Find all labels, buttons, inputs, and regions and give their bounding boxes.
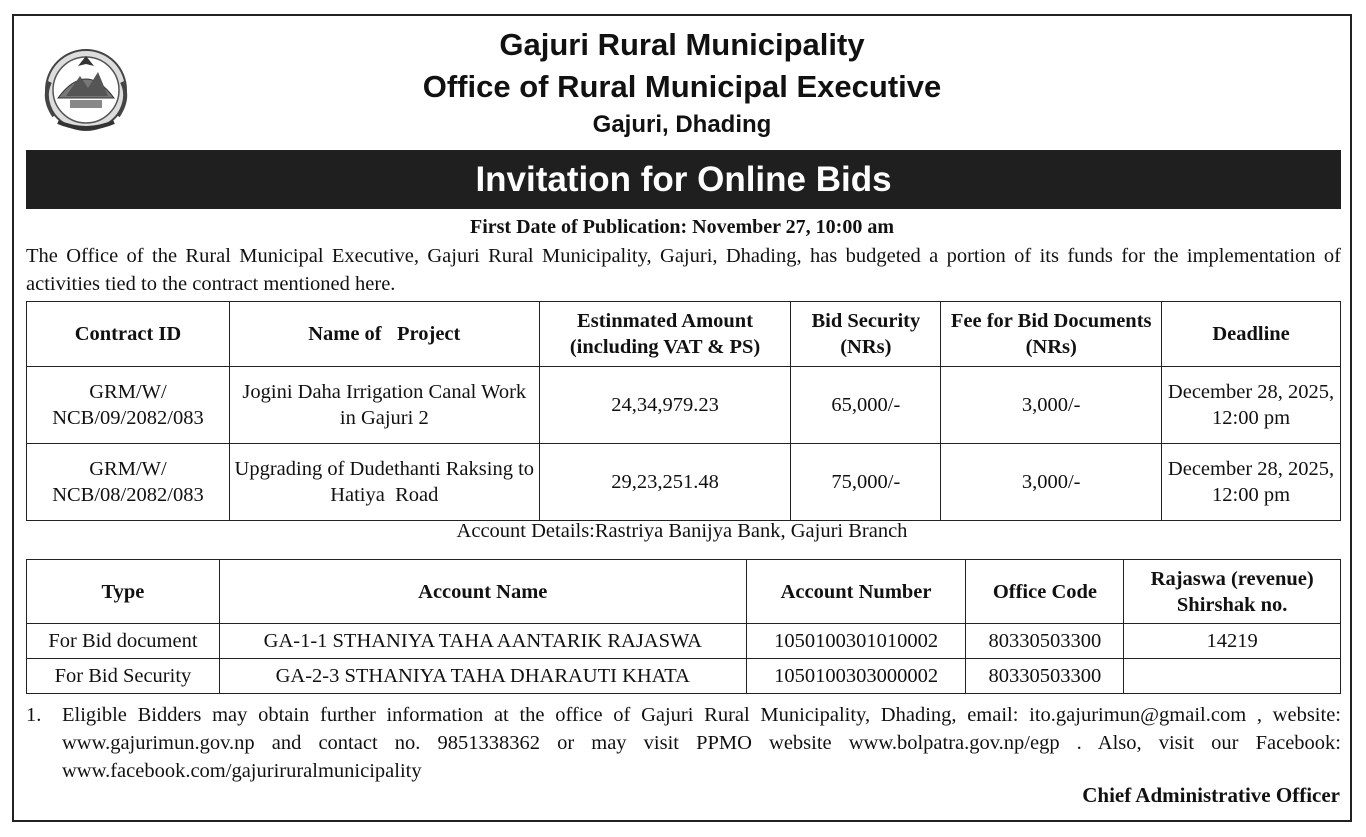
revenue-heading-number: 14219	[1124, 624, 1341, 659]
deadline: December 28, 2025, 12:00 pm	[1162, 444, 1341, 521]
notice-title-banner: Invitation for Online Bids	[26, 150, 1341, 209]
intro-paragraph: The Office of the Rural Municipal Executive, Gajuri Rural Municipality, Gajuri, Dhading, has budgeted a portion of its funds for the implementation of activities tied to the contract mentioned here.	[26, 245, 1341, 295]
column-header: Name of Project	[229, 302, 539, 367]
notice-page	[12, 14, 1352, 822]
column-header: Rajaswa (revenue) Shirshak no.	[1124, 560, 1341, 624]
contracts-header-row	[27, 302, 1341, 367]
column-header: Account Number	[746, 560, 966, 624]
column-header: Bid Security (NRs)	[791, 302, 941, 367]
column-header: Deadline	[1162, 302, 1341, 367]
bid-document-fee: 3,000/-	[941, 367, 1162, 444]
column-header: Contract ID	[27, 302, 230, 367]
deadline: December 28, 2025, 12:00 pm	[1162, 367, 1341, 444]
estimated-amount: 29,23,251.48	[539, 444, 791, 521]
account-details: Account Details:Rastriya Banijya Bank, Gajuri Branch	[456, 520, 908, 542]
project-name: Jogini Daha Irrigation Canal Work in Gajuri 2	[229, 367, 539, 444]
accounts-table	[26, 559, 1341, 694]
office-code: 80330503300	[966, 624, 1124, 659]
account-type: For Bid Security	[27, 659, 220, 694]
column-header: Office Code	[966, 560, 1124, 624]
table-row	[27, 659, 1341, 694]
contract-id: GRM/W/ NCB/09/2082/083	[27, 367, 230, 444]
table-row	[27, 624, 1341, 659]
account-number: 1050100303000002	[746, 659, 966, 694]
contracts-table	[26, 301, 1341, 521]
column-header: Estinmated Amount (including VAT & PS)	[539, 302, 791, 367]
signature: Chief Administrative Officer	[1082, 783, 1340, 807]
municipality-name: Gajuri Rural Municipality	[499, 27, 865, 62]
account-name: GA-1-1 STHANIYA TAHA AANTARIK RAJASWA	[219, 624, 746, 659]
office-name: Office of Rural Municipal Executive	[422, 69, 942, 104]
table-row	[27, 367, 1341, 444]
table-row	[27, 444, 1341, 521]
bid-security: 65,000/-	[791, 367, 941, 444]
column-header: Type	[27, 560, 220, 624]
account-name: GA-2-3 STHANIYA TAHA DHARAUTI KHATA	[219, 659, 746, 694]
contract-id: GRM/W/ NCB/08/2082/083	[27, 444, 230, 521]
estimated-amount: 24,34,979.23	[539, 367, 791, 444]
notes-list	[26, 701, 1341, 785]
bid-security: 75,000/-	[791, 444, 941, 521]
note-text: Eligible Bidders may obtain further information at the office of Gajuri Rural Municipality, Dhading, email: ito.gajurimun@gmail.com , website: www.gajurimun.gov.np and contact no. 9851338362 or may visit PPMO website www.bolpatra.gov.np/egp . Also, visit our Facebook: www.facebook.com/gajuriruralmunicipality	[62, 704, 1341, 782]
column-header: Account Name	[219, 560, 746, 624]
note-number: 1.	[26, 704, 42, 726]
column-header: Fee for Bid Documents (NRs)	[941, 302, 1162, 367]
account-number: 1050100301010002	[746, 624, 966, 659]
account-type: For Bid document	[27, 624, 220, 659]
accounts-header-row	[27, 560, 1341, 624]
revenue-heading-number	[1124, 659, 1341, 694]
bid-document-fee: 3,000/-	[941, 444, 1162, 521]
office-location: Gajuri, Dhading	[592, 111, 772, 138]
project-name: Upgrading of Dudethanti Raksing to Hatiya Road	[229, 444, 539, 521]
publication-date: First Date of Publication: November 27, 10:00 am	[469, 216, 894, 238]
office-code: 80330503300	[966, 659, 1124, 694]
